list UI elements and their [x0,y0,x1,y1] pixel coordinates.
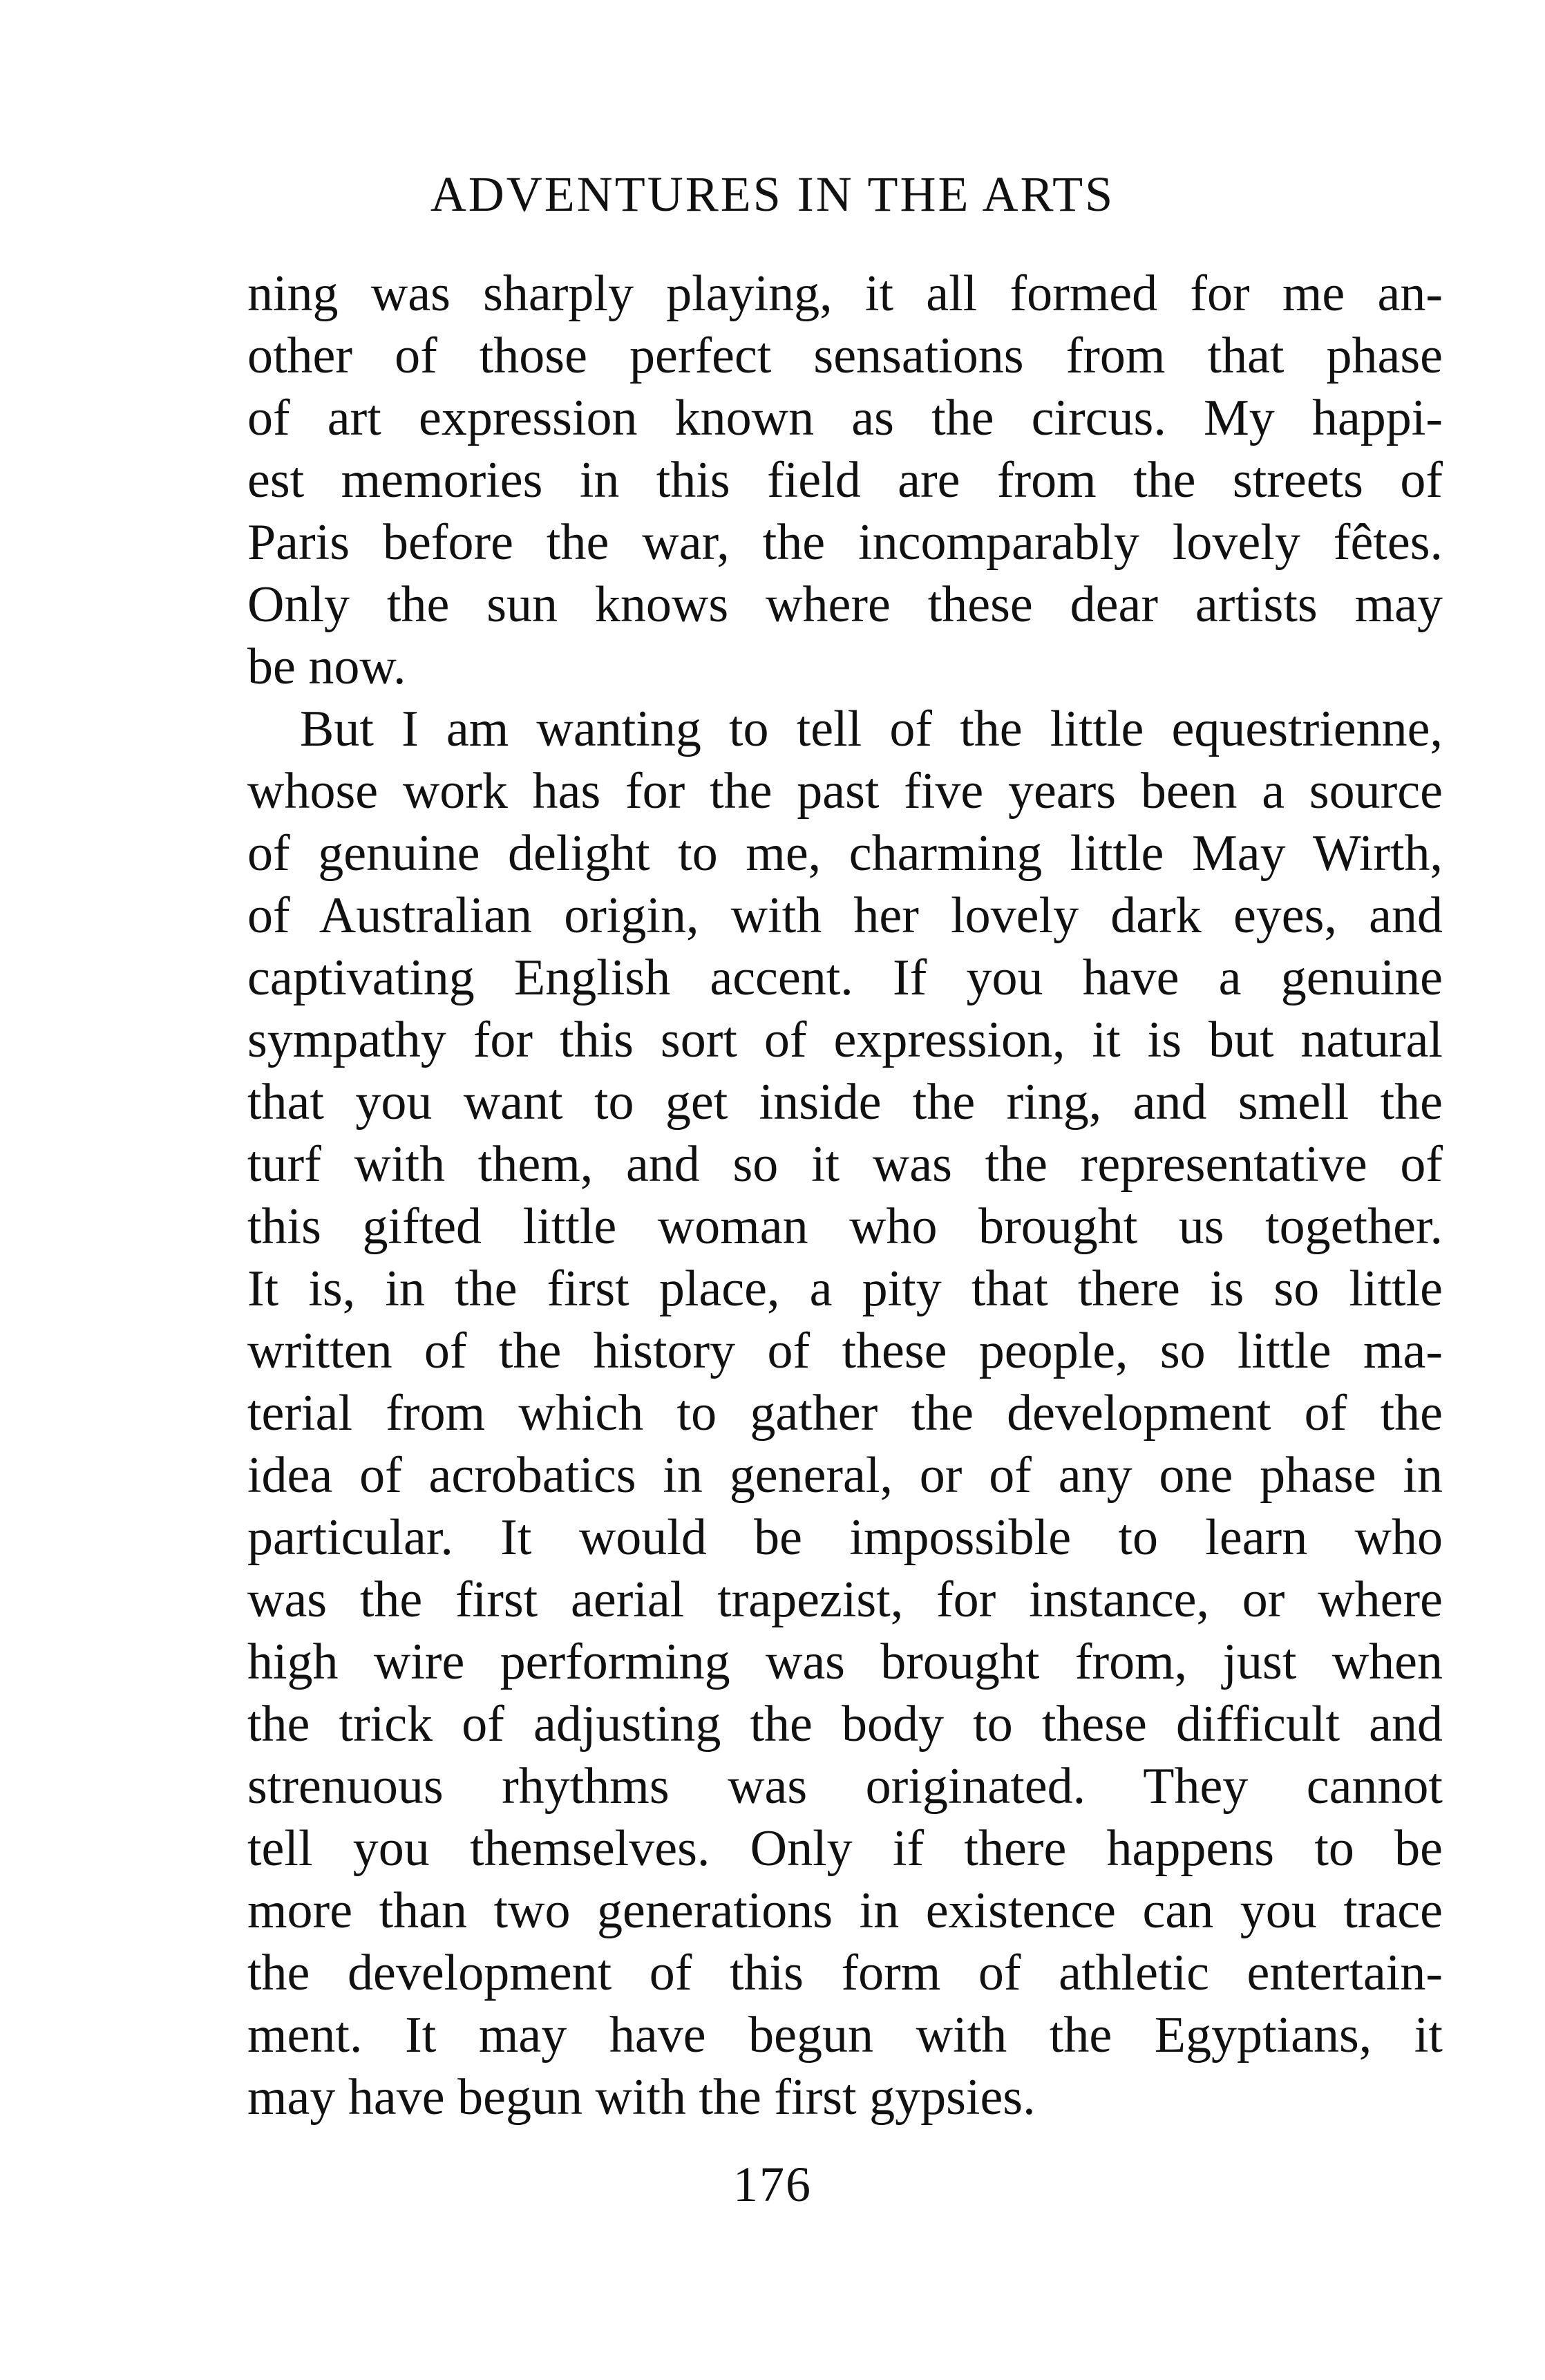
text-line: tell you themselves. Only if there happens to be [247,1820,1443,1877]
body-text [247,263,1443,2128]
text-line: of art expression known as the circus. My happi- [247,390,1443,446]
text-line: Paris before the war, the incomparably lovely fêtes. [247,514,1443,571]
paragraph-first-line: But I am wanting to tell of the little equestrienne, [300,701,1443,757]
text-line: turf with them, and so it was the representative of [247,1136,1443,1193]
text-line: strenuous rhythms was originated. They cannot [247,1758,1443,1815]
text-line: of Australian origin, with her lovely dark eyes, and [247,887,1443,944]
text-line: written of the history of these people, so little ma- [247,1323,1443,1379]
page-number: 176 [733,2157,812,2212]
text-line: other of those perfect sensations from that phase [247,328,1443,384]
text-line: was the first aerial trapezist, for instance, or where [247,1571,1443,1628]
running-head: ADVENTURES IN THE ARTS [430,167,1115,222]
text-line: idea of acrobatics in general, or of any one phase in [247,1447,1443,1504]
text-line: high wire performing was brought from, just when [247,1634,1443,1690]
text-line: particular. It would be impossible to learn who [247,1509,1443,1566]
text-line: this gifted little woman who brought us together. [247,1198,1443,1255]
text-line: more than two generations in existence can you trace [247,1882,1443,1939]
paragraph-end-line: may have begun with the first gypsies. [247,2069,1036,2126]
text-line: whose work has for the past five years been a source [247,763,1443,820]
text-line: est memories in this field are from the streets of [247,452,1443,509]
text-line: captivating English accent. If you have a genuine [247,950,1443,1006]
text-line: It is, in the first place, a pity that there is so little [247,1260,1443,1317]
text-line: ment. It may have begun with the Egyptians, it [247,2007,1443,2063]
text-line: the development of this form of athletic entertain- [247,1945,1443,2001]
paragraph-end-line: be now. [247,639,406,695]
text-line: sympathy for this sort of expression, it is but natural [247,1012,1443,1068]
text-line: the trick of adjusting the body to these difficult and [247,1696,1443,1753]
text-line: of genuine delight to me, charming little May Wirth, [247,825,1443,882]
text-line: terial from which to gather the development of the [247,1385,1443,1442]
text-line: Only the sun knows where these dear artists may [247,576,1443,633]
text-line: ning was sharply playing, it all formed for me an- [247,265,1443,322]
text-line: that you want to get inside the ring, and smell the [247,1074,1443,1131]
